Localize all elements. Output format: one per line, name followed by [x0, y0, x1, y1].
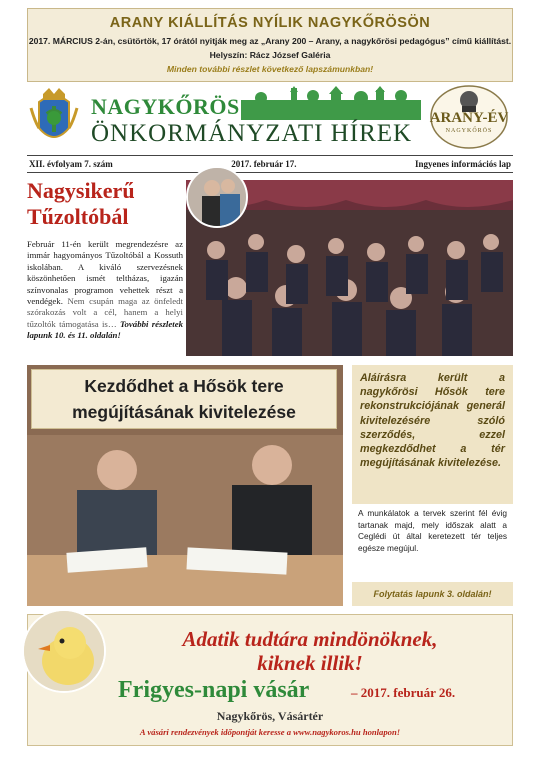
- publication-type: Ingyenes információs lap: [414, 159, 511, 169]
- announcement-title: ARANY KIÁLLÍTÁS NYÍLIK NAGYKŐRÖSÖN: [109, 15, 431, 31]
- article-continuation: További részletek lapunk 10. és 11. oldalán!: [27, 318, 184, 341]
- issue-info-bar: [27, 155, 513, 173]
- arany-year-badge: [429, 84, 509, 150]
- coat-of-arms-icon: [29, 88, 79, 150]
- announcement-venue: Helyszín: Rácz József Galéria: [209, 50, 331, 60]
- headline-line-1: Nagysikerű: [27, 178, 135, 203]
- issue-number: XII. évfolyam 7. szám: [29, 159, 113, 169]
- chick-icon: [24, 611, 106, 693]
- hosok-tere-article: A munkálatok a tervek szerint fél évig tartanak majd, mely időszak alatt a Ceglédi út által keretezett tér teljes egésze megújul.: [358, 508, 507, 553]
- headline-line-2: Tűzoltóbál: [27, 204, 129, 229]
- issue-date: 2017. február 17.: [231, 159, 297, 169]
- fair-location: Nagykőrös, Vásártér: [216, 709, 324, 723]
- fair-line-2: kiknek illik!: [257, 651, 363, 675]
- hosok-tere-lead: Aláírásra került a nagykőrösi Hősök tere rekonstrukciójának generál kivitelezésére szóló szerződés, ezzel megkezdődhet a tér megújításának kivitelezése.: [352, 365, 513, 504]
- frigyes-fair-ad: [27, 614, 513, 746]
- article-text-2: Nem csupán maga az önfeledt szórakozás volt a cél, hanem a helyi tűzoltók támogatása is…: [27, 296, 183, 329]
- tuzoltobal-headline: [27, 178, 187, 230]
- hosok-tere-continuation: Folytatás lapunk 3. oldalán!: [352, 582, 513, 606]
- brand-publication-name: ÖNKORMÁNYZATI HÍREK: [91, 120, 413, 147]
- exhibition-announcement: [27, 8, 513, 82]
- fair-website-note: A vásári rendezvények időpontját keresse a www.nagykoros.hu honlapon!: [139, 727, 401, 737]
- hosok-tere-headline: [31, 369, 337, 429]
- fair-line-1: Adatik tudtára mindönöknek,: [182, 627, 438, 651]
- badge-title: ARANY-ÉV: [429, 110, 509, 126]
- fair-date: – 2017. február 26.: [351, 685, 456, 700]
- chick-photo: [22, 609, 106, 693]
- announcement-more: Minden további részlet következő lapszámunkban!: [166, 64, 374, 74]
- tuzoltobal-article: [27, 239, 183, 342]
- masthead: [27, 84, 513, 154]
- badge-subtitle: NAGYKŐRÖS: [445, 128, 493, 134]
- announcement-line-1: 2017. MÁRCIUS 2-án, csütörtök, 17 órától nyitják meg az „Arany 200 – Arany, a nagykőrösi pedagógus” című kiállítást.: [28, 36, 512, 46]
- article-text: Február 11-én került megrendezésre az immár hagyományos Tűzoltóbál a Kossuth iskolában. A kiváló szervezésnek köszönhetően ismét teltházas, igazán színvonalas programon vehettek részt a vendégek.: [27, 239, 183, 307]
- fair-title: Frigyes-napi vásár: [118, 677, 310, 703]
- headline-line-2: megújításának kivitelezése: [72, 402, 296, 422]
- brand-town-name: NAGYKŐRÖS: [91, 94, 240, 119]
- headline-line-1: Kezdődhet a Hősök tere: [84, 376, 284, 396]
- dancing-couple-photo: [186, 166, 248, 228]
